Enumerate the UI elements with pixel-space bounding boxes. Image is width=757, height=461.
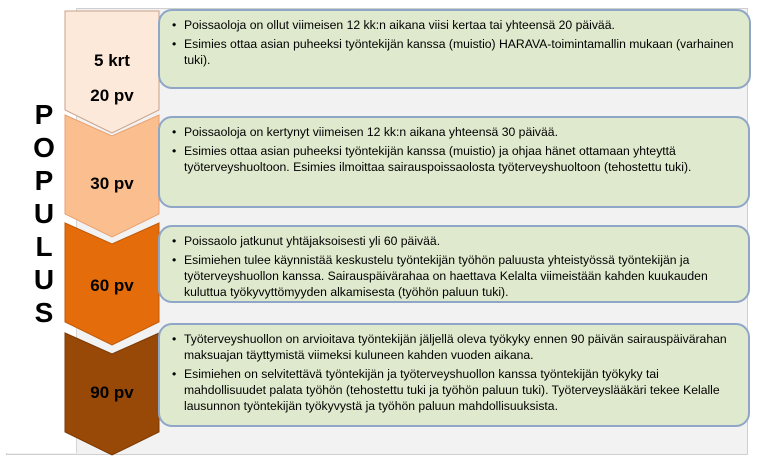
title-letter: L [35,231,53,262]
stage-4-bullet: • Esimiehen on selvitettävä työntekijän ja työterveyshuollon kanssa työntekijän työkyky tai mahdollisuudet palata työhön (tehostettu tuki ja työhön paluun tuki). Työterveyslääkäri tekee Kelalle lausunnon työntekijän työkyvystä ja työhön paluun mahdollisuuksista. [184,366,738,414]
stage-3-textbox [158,225,750,303]
stage-4-textbox [158,323,750,427]
stage-1-textbox [158,9,751,89]
stage-3-bullet: • Poissaolo jatkunut yhtäjaksoisesti yli 60 päivää. [184,233,738,249]
stage-1-bullet: • Poissaoloja on ollut viimeisen 12 kk:n aikana viisi kertaa tai yhteensä 20 päivää. [184,17,739,33]
title-letter: U [33,264,55,295]
title-letter: P [34,99,54,130]
stage-2-textbox [158,116,750,208]
vertical-title [26,98,62,329]
stage-2-bullet: • Poissaoloja on kertynyt viimeisen 12 kk:n aikana yhteensä 30 päivää. [184,124,738,140]
title-letter: U [33,198,55,229]
title-letter: P [34,165,54,196]
stage-1-bullet: • Esimies ottaa asian puheeksi työntekijän kanssa (muistio) HARAVA-toimintamallin mukaan (varhainen tuki). [184,36,739,68]
title-letter: O [33,132,55,163]
stage-4-label: 90 pv [90,383,134,402]
stage-1-label: 20 pv [90,86,134,105]
stage-3-label: 60 pv [90,276,134,295]
stage-1-label-top: 5 krt [94,51,130,70]
stage-2-bullet: • Esimies ottaa asian puheeksi työntekijän kanssa (muistio) ja ohjaa hänet ottamaan yhteyttä työterveyshuoltoon. Esimies ilmoittaa sairauspoissaolosta työterveyshuoltoon (tehostettu tuki). [184,143,738,175]
title-letter: S [34,297,54,328]
stage-4-bullet: • Työterveyshuollon on arvioitava työntekijän jäljellä oleva työkyky ennen 90 päivän sairauspäivärahan maksuajan täyttymistä viimeksi kuluneen kahden vuoden aikana. [184,331,738,363]
stage-3-bullet: • Esimiehen tulee käynnistää keskustelu työntekijän työhön paluusta yhteistyössä työntekijän ja työterveyshuollon kanssa. Sairauspäivärahaa on haettava Kelalta viimeistään kahden kuukauden kuluttua työkyvyttömyyden alkamisesta (työhön paluun tuki). [184,252,738,300]
stage-2-label: 30 pv [90,174,134,193]
